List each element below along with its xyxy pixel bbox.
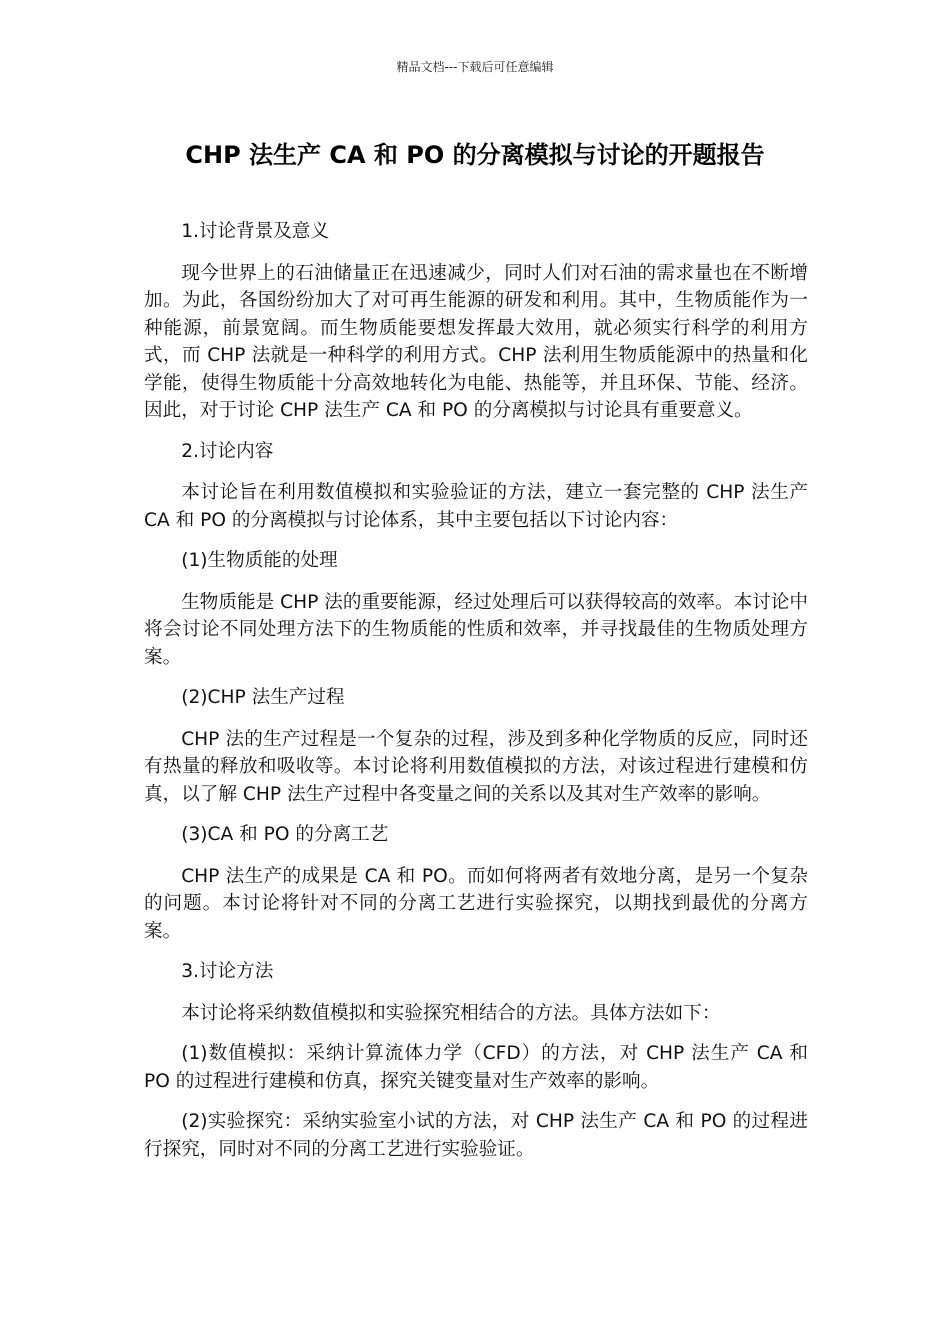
paragraph-chp-process: CHP 法的生产过程是一个复杂的过程，涉及到多种化学物质的反应，同时还有热量的释放和吸收等。本讨论将利用数值模拟的方法，对该过程进行建模和仿真，以了解 CHP 法生产过程中各变量之间的关系以及其对生产效率的影响。 — [144, 728, 808, 805]
paragraph-method-simulation: (1)数值模拟：采纳计算流体力学（CFD）的方法，对 CHP 法生产 CA 和 PO 的过程进行建模和仿真，探究关键变量对生产效率的影响。 — [144, 1043, 808, 1092]
paragraph-separation: CHP 法生产的成果是 CA 和 PO。而如何将两者有效地分离，是另一个复杂的问题。本讨论将针对不同的分离工艺进行实验探究，以期找到最优的分离方案。 — [144, 865, 808, 942]
paragraph-methods-intro: 本讨论将采纳数值模拟和实验探究相结合的方法。具体方法如下： — [181, 1002, 721, 1024]
paragraph-biomass: 生物质能是 CHP 法的重要能源，经过处理后可以获得较高的效率。本讨论中将会讨论不同处理方法下的生物质能的性质和效率，并寻找最佳的生物质处理方案。 — [144, 591, 808, 668]
paragraph-content-intro: 本讨论旨在利用数值模拟和实验验证的方法，建立一套完整的 CHP 法生产 CA 和 PO 的分离模拟与讨论体系，其中主要包括以下讨论内容： — [144, 482, 808, 531]
document-title: CHP 法生产 CA 和 PO 的分离模拟与讨论的开题报告 — [185, 141, 765, 169]
section-heading-methods: 3.讨论方法 — [181, 961, 274, 982]
document-body — [144, 218, 808, 1176]
section-heading-background: 1.讨论背景及意义 — [181, 221, 330, 242]
subheading-separation: (3)CA 和 PO 的分离工艺 — [181, 824, 389, 845]
subheading-chp-process: (2)CHP 法生产过程 — [181, 687, 345, 708]
page-header-watermark: 精品文档---下载后可任意编辑 — [396, 60, 554, 74]
paragraph-background: 现今世界上的石油储量正在迅速减少，同时人们对石油的需求量也在不断增加。为此，各国纷纷加大了对可再生能源的研发和利用。其中，生物质能作为一种能源，前景宽阔。而生物质能要想发挥最大效用，就必须实行科学的利用方式，而 CHP 法就是一种科学的利用方式。CHP 法利用生物质能源中的热量和化学能，使得生物质能十分高效地转化为电能、热能等，并且环保、节能、经济。因此，对于讨论 CHP 法生产 CA 和 PO 的分离模拟与讨论具有重要意义。 — [144, 262, 808, 421]
section-heading-content: 2.讨论内容 — [181, 440, 274, 462]
paragraph-method-experiment: (2)实验探究：采纳实验室小试的方法，对 CHP 法生产 CA 和 PO 的过程进行探究，同时对不同的分离工艺进行实验验证。 — [144, 1111, 808, 1160]
subheading-biomass: (1)生物质能的处理 — [181, 550, 338, 571]
